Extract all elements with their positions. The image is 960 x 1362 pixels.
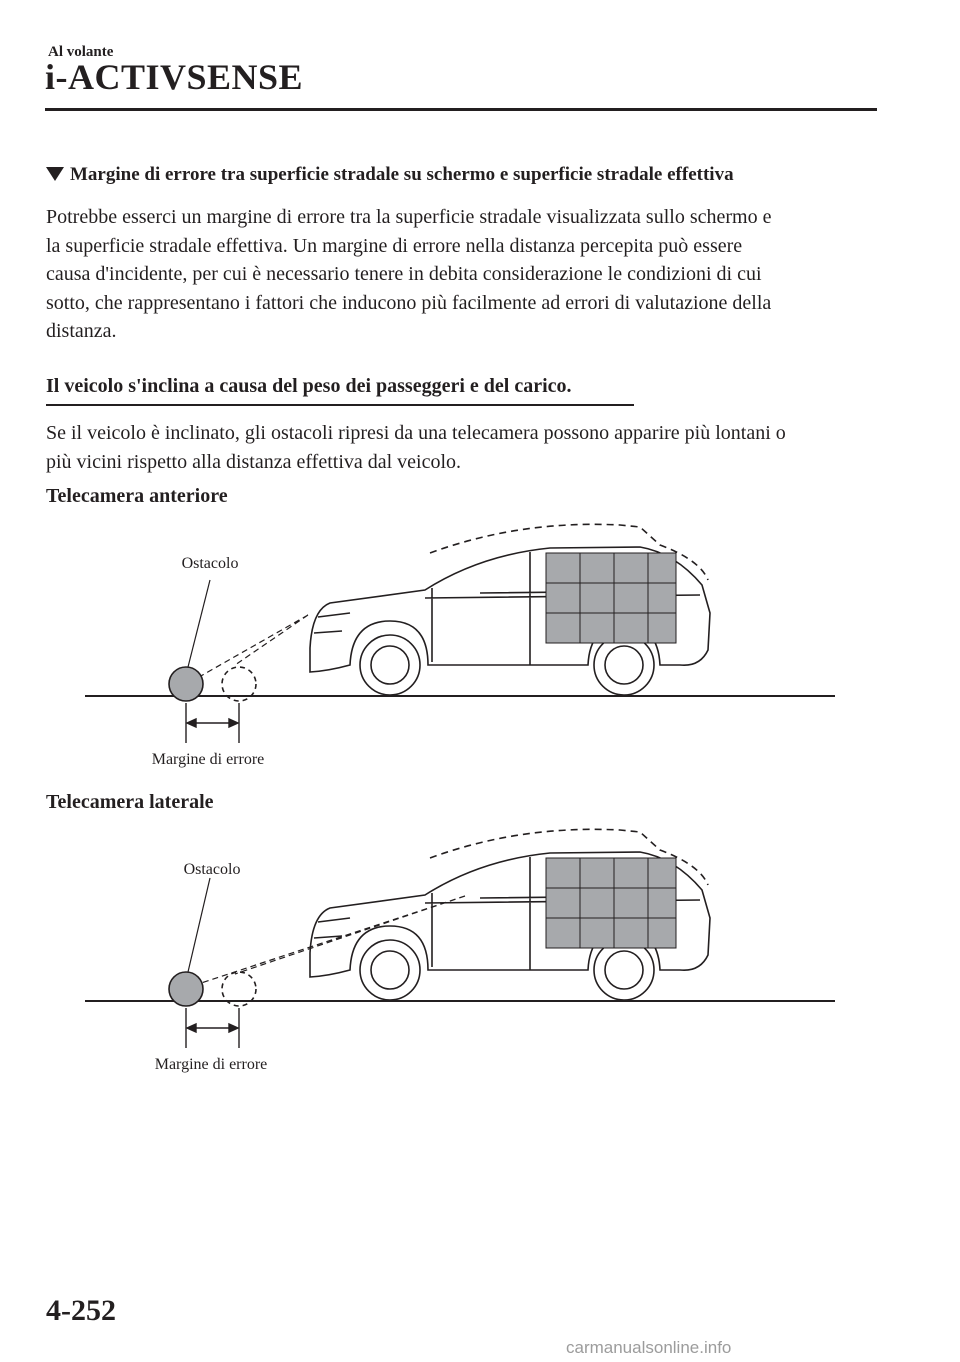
obstacle-actual [169,972,203,1006]
sub-heading: Il veicolo s'inclina a causa del peso dei passeggeri e del carico. [46,375,572,397]
section-heading [46,164,734,186]
intro-line: sotto, che rappresentano i fattori che inducono più facilmente ad errori di valutazione della [46,291,772,314]
front-wheel-hub [371,646,409,684]
margin-label: Margine di errore [154,1056,268,1073]
front-camera-figure [60,515,860,775]
incline-line: Se il veicolo è inclinato, gli ostacoli ripresi da una telecamera possono apparire più lontani o [46,422,786,444]
cargo-load [546,553,676,643]
front-wheel [360,940,420,1000]
intro-line: causa d'incidente, per cui è necessario tenere in debita considerazione le condizioni di cui [46,263,762,285]
obstacle-leader [188,878,210,972]
cargo-load [546,858,676,948]
intro-line: distanza. [46,320,117,342]
rear-wheel [594,635,654,695]
page-number: 4-252 [46,1294,116,1327]
intro-paragraph [46,203,771,346]
intro-line: la superficie stradale effettiva. Un margine di errore nella distanza percepita può essere [46,234,743,257]
obstacle-leader [188,580,210,667]
section-label: Al volante [48,44,114,60]
triangle-bullet-icon [46,167,64,181]
obstacle-actual [169,667,203,701]
chapter-title: i-ACTIVSENSE [45,57,304,97]
section-heading-text: Margine di errore tra superficie stradale su schermo e superficie stradale effettiva [70,164,734,185]
incline-paragraph [46,419,786,476]
watermark: carmanualsonline.info [566,1338,732,1357]
sub-heading-underline [46,404,634,406]
side-camera-caption: Telecamera laterale [46,791,214,813]
rear-wheel-hub [605,951,643,989]
rear-wheel [594,940,654,1000]
incline-line: più vicini rispetto alla distanza effettiva dal veicolo. [46,450,462,473]
side-camera-figure [60,820,860,1080]
margin-label: Margine di errore [151,751,265,768]
front-wheel-hub [371,951,409,989]
front-grille [314,613,350,633]
intro-line: Potrebbe esserci un margine di errore tra la superficie stradale visualizzata sullo schermo e [46,206,772,228]
front-grille [314,918,350,938]
rear-wheel-hub [605,646,643,684]
obstacle-label: Ostacolo [181,555,239,572]
front-camera-caption: Telecamera anteriore [46,485,228,507]
front-wheel [360,635,420,695]
obstacle-label: Ostacolo [183,861,241,878]
header-rule [45,108,877,111]
